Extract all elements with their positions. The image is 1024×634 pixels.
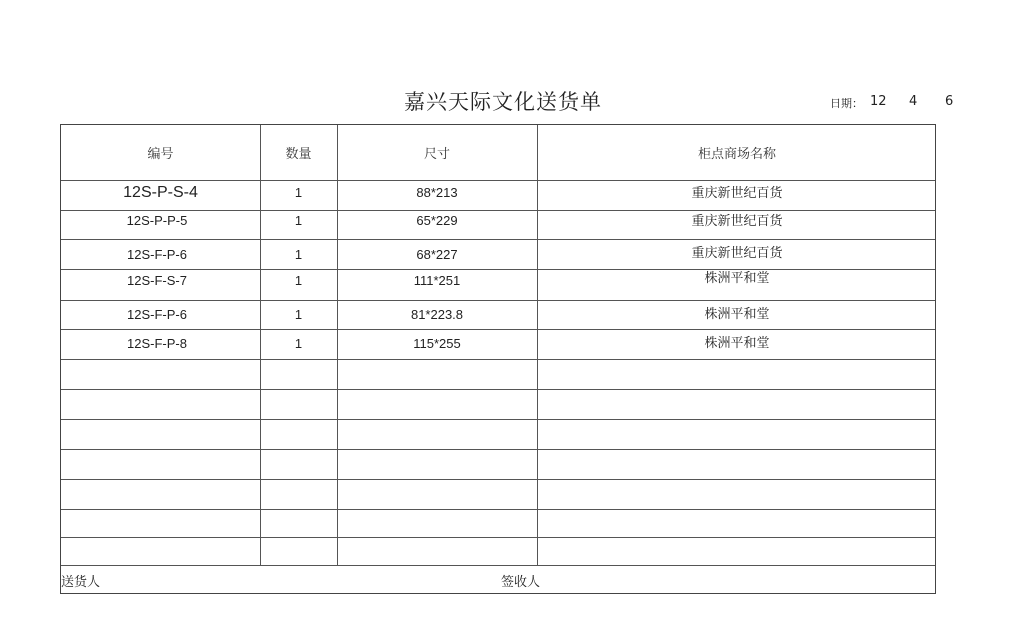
cell-code: 12S-F-P-8 — [127, 336, 187, 351]
cell-size: 111*251 — [413, 273, 461, 288]
cell-code: 12S-P-S-4 — [123, 184, 198, 201]
cell-code: 12S-F-P-6 — [127, 307, 187, 322]
cell-store: 株洲平和堂 — [704, 271, 770, 286]
cell-size: 115*255 — [413, 336, 461, 351]
cell-store: 重庆新世纪百货 — [691, 186, 783, 201]
cell-store: 株洲平和堂 — [704, 336, 770, 351]
cell-size: 65*229 — [416, 213, 458, 228]
date-label: 日期： — [830, 97, 863, 110]
sender-label: 送货人 — [61, 575, 101, 590]
cell-store: 重庆新世纪百货 — [691, 214, 783, 229]
cell-store: 重庆新世纪百货 — [691, 246, 783, 261]
row-divider — [61, 419, 935, 420]
cell-qty: 1 — [294, 307, 303, 322]
date-month: 12 — [870, 94, 887, 109]
row-divider — [61, 537, 935, 538]
cell-store: 株洲平和堂 — [704, 307, 770, 322]
cell-qty: 1 — [294, 213, 303, 228]
row-divider — [61, 565, 935, 566]
date-extra: 6 — [945, 94, 954, 109]
row-divider — [61, 509, 935, 510]
header-qty: 数量 — [285, 147, 312, 162]
row-divider — [61, 359, 935, 360]
row-divider — [61, 389, 935, 390]
cell-qty: 1 — [294, 247, 303, 262]
row-divider — [61, 180, 935, 181]
cell-code: 12S-F-S-7 — [127, 273, 187, 288]
delivery-table — [60, 124, 936, 594]
cell-size: 88*213 — [416, 185, 458, 200]
cell-qty: 1 — [294, 336, 303, 351]
cell-qty: 1 — [294, 185, 303, 200]
header-store: 柜点商场名称 — [697, 147, 776, 162]
cell-code: 12S-P-P-5 — [126, 213, 188, 228]
row-divider — [61, 449, 935, 450]
receiver-label: 签收人 — [501, 575, 541, 590]
cell-code: 12S-F-P-6 — [127, 247, 187, 262]
header-code: 编号 — [147, 147, 174, 162]
header-size: 尺寸 — [423, 147, 450, 162]
cell-size: 68*227 — [416, 247, 458, 262]
row-divider — [61, 479, 935, 480]
row-divider — [61, 329, 935, 330]
cell-size: 81*223.8 — [410, 307, 464, 322]
document-title: 嘉兴天际文化送货单 — [404, 90, 602, 114]
date-day: 4 — [909, 94, 918, 109]
cell-qty: 1 — [294, 273, 303, 288]
row-divider — [61, 300, 935, 301]
row-divider — [61, 239, 935, 240]
